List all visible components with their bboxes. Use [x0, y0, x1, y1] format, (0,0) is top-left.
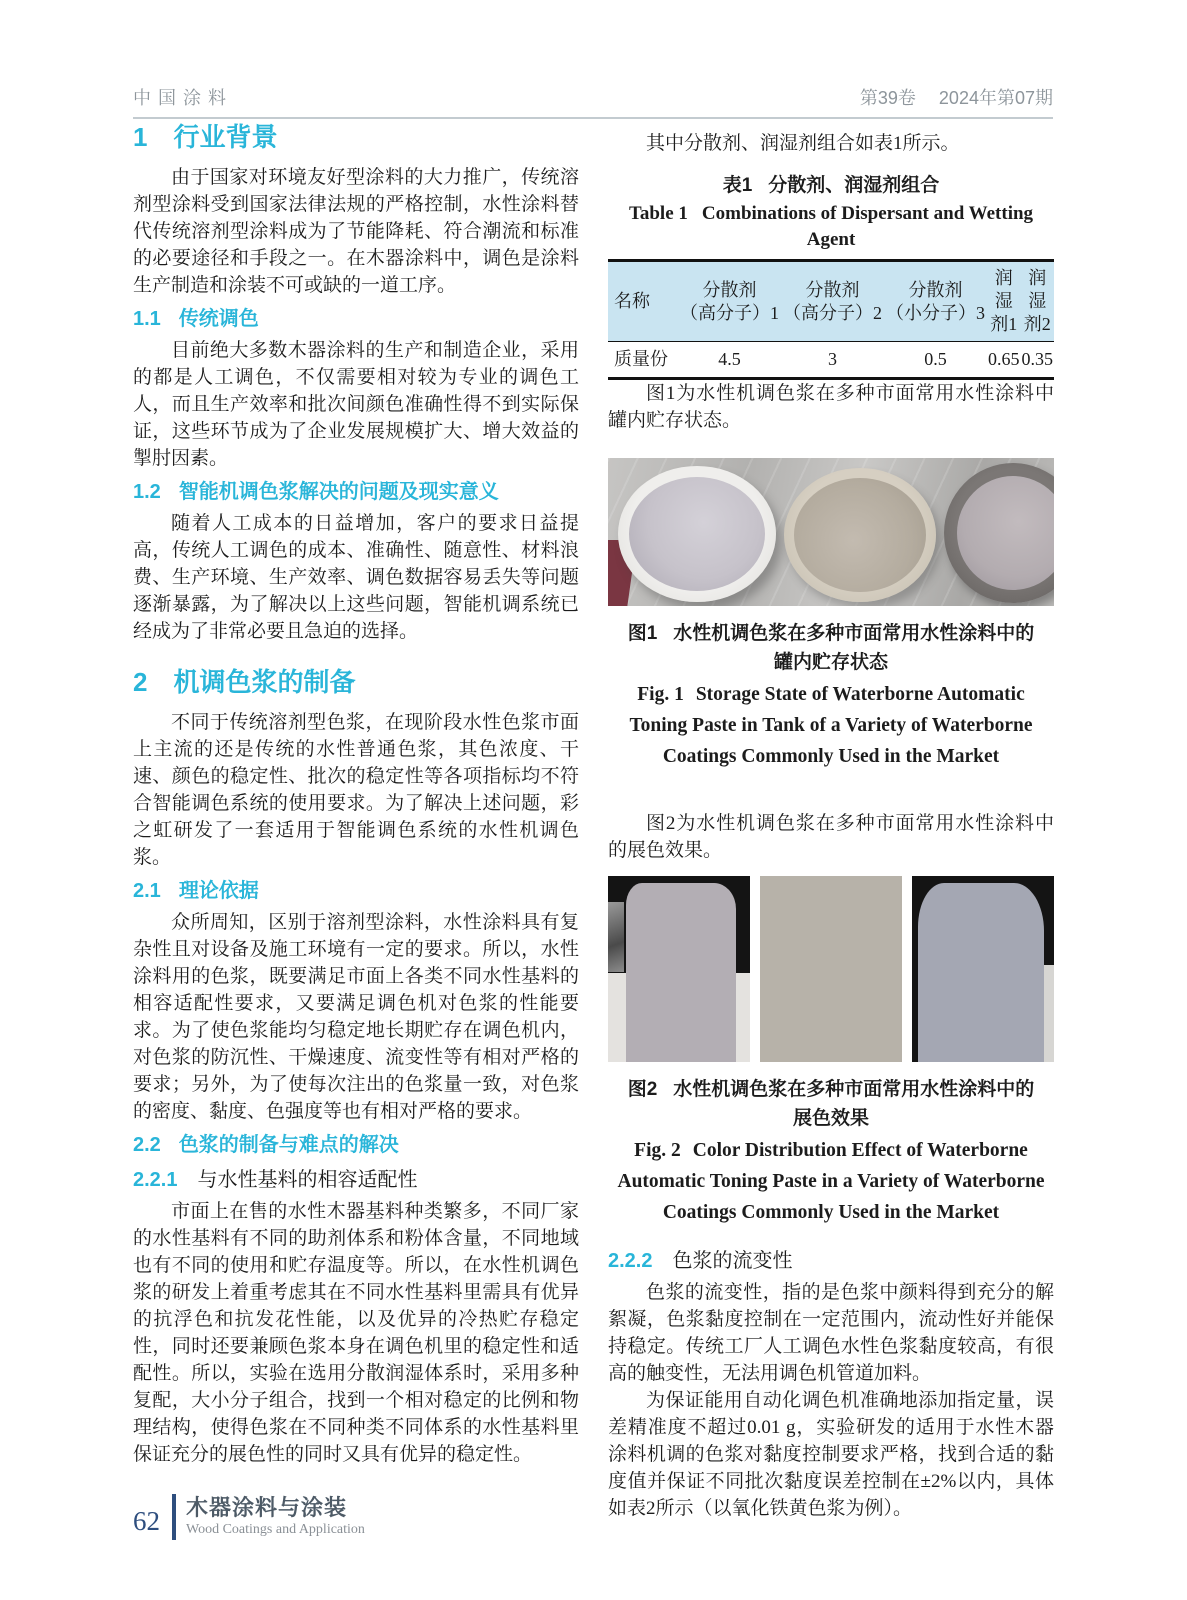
- subsection-number: 1.2: [133, 481, 161, 503]
- paragraph: 不同于传统溶剂型色浆，在现阶段水性色浆市面上主流的还是传统的水性普通色浆，其色浓度、干速、颜色的稳定性、批次的稳定性等各项指标均不符合智能调色系统的使用要求。为了解决上述问题，彩之虹研发了一套适用于智能调色系统的水性机调色浆。: [133, 712, 579, 868]
- table1-label-zh: 表1: [722, 175, 753, 196]
- paragraph: 图2为水性机调色浆在多种市面常用水性涂料中的展色效果。: [608, 813, 1054, 861]
- table-cell: 0.35: [1021, 342, 1055, 379]
- right-column: [608, 130, 1054, 1522]
- section-title: 行业背景: [173, 122, 278, 152]
- figure1-caption-zh: 图1 水性机调色浆在多种市面常用水性涂料中的 罐内贮存状态: [627, 623, 1035, 673]
- subsection-title: 色浆的制备与难点的解决: [178, 1134, 399, 1156]
- table-cell: 3: [781, 342, 884, 379]
- table-header-cell: 分散剂 （高分子）2: [781, 261, 884, 342]
- figure1-photo-paint-cans: [608, 458, 1054, 606]
- subsubsection-number: 2.2.2: [608, 1250, 653, 1272]
- table-header-cell: 润湿 剂1: [987, 261, 1021, 342]
- table-header-cell: 分散剂 （高分子）1: [678, 261, 781, 342]
- table1-caption-en: Combinations of Dispersant and Wetting Agent: [701, 203, 1034, 250]
- subsection-number: 2.1: [133, 880, 161, 902]
- table-cell: 4.5: [678, 342, 781, 379]
- paragraph: 众所周知，区别于溶剂型涂料，水性涂料具有复杂性且对设备及施工环境有一定的要求。所以，水性涂料用的色浆，既要满足市面上各类不同水性基料的相容适配性要求，又要满足调色机对色浆的性能要求。为了使色浆能均匀稳定地长期贮存在调色机内，对色浆的防沉性、干燥速度、流变性等有相对严格的要求；另外，为了使每次注出的色浆量一致，对色浆的密度、黏度、色强度等也有相对严格的要求。: [133, 912, 579, 1122]
- paragraph: 由于国家对环境友好型涂料的大力推广，传统溶剂型涂料受到国家法律法规的严格控制，水性涂料替代传统溶剂型涂料成为了节能降耗、符合潮流和标准的必要途径和手段之一。在木器涂料中，调色是涂料生产制造和涂装不可或缺的一道工序。: [133, 167, 579, 296]
- table-row: [608, 342, 1054, 379]
- table1-label-en: Table 1: [628, 203, 688, 224]
- figure2-caption-zh: 图2 水性机调色浆在多种市面常用水性涂料中的 展色效果: [627, 1079, 1035, 1129]
- footer-journal-en: Wood Coatings and Application: [186, 1522, 365, 1537]
- table-cell: 质量份: [608, 342, 678, 379]
- paragraph: 图1为水性机调色浆在多种市面常用水性涂料中罐内贮存状态。: [608, 383, 1054, 431]
- table-cell: 0.65: [987, 342, 1021, 379]
- table-cell: 0.5: [884, 342, 987, 379]
- table1: [608, 259, 1054, 380]
- subsection-title: 智能机调色浆解决的问题及现实意义: [178, 481, 499, 503]
- section-number: 2: [133, 667, 148, 697]
- subsubsection-number: 2.2.1: [133, 1169, 178, 1191]
- left-column: [133, 116, 579, 1468]
- subsection-heading-2-2: [133, 1130, 579, 1160]
- footer-journal-zh: 木器涂料与涂装: [186, 1495, 348, 1520]
- paint-can-left: [618, 466, 776, 602]
- figure2-caption-en: Fig. 2 Color Distribution Effect of Waterborne Automatic Toning Paste in a Variety of Waterborne Coatings Commonly Used in the Market: [617, 1140, 1045, 1223]
- journal-name: 中国涂料: [133, 88, 233, 108]
- drawdown-panel-left: [608, 876, 750, 1062]
- table-header-cell: 润湿 剂2: [1021, 261, 1055, 342]
- drawdown-panel-right: [912, 876, 1054, 1062]
- subsection-heading-1-1: [133, 304, 579, 334]
- figure2-photo-drawdown-panels: [608, 876, 1054, 1062]
- paragraph: 色浆的流变性，指的是色浆中颜料得到充分的解絮凝，色浆黏度控制在一定范围内，流动性好并能保持稳定。传统工厂人工调色水性色浆黏度较高，有很高的触变性，无法用调色机管道加料。: [608, 1282, 1054, 1384]
- paragraph: 随着人工成本的日益增加，客户的要求日益提高，传统人工调色的成本、准确性、随意性、材料浪费、生产环境、生产效率、调色数据容易丢失等问题逐渐暴露，为了解决以上这些问题，智能机调系统已经成为了非常必要且急迫的选择。: [133, 513, 579, 642]
- paragraph: 为保证能用自动化调色机准确地添加指定量，误差精准度不超过0.01 g，实验研发的适用于水性木器涂料机调的色浆对黏度控制要求严格，找到合适的黏度值并保证不同批次黏度误差控制在±2%以内，具体如表2所示（以氧化铁黄色浆为例）。: [608, 1390, 1054, 1519]
- table-header-row: [608, 261, 1054, 342]
- section-title: 机调色浆的制备: [173, 667, 356, 697]
- section-heading-1: [133, 120, 579, 154]
- subsection-number: 2.2: [133, 1134, 161, 1156]
- page-header: [133, 84, 1053, 119]
- subsection-heading-1-2: [133, 477, 579, 507]
- drawdown-panel-middle: [760, 876, 902, 1062]
- section-heading-2: [133, 665, 579, 699]
- subsubsection-title: 与水性基料的相容适配性: [197, 1169, 418, 1191]
- table1-caption-zh: 分散剂、润湿剂组合: [768, 175, 940, 196]
- paragraph: 目前绝大多数木器涂料的生产和制造企业，采用的都是人工调色，不仅需要相对较为专业的调色工人，而且生产效率和批次间颜色准确性得不到实际保证，这些环节成为了企业发展规模扩大、增大效益的掣肘因素。: [133, 340, 579, 469]
- subsubsection-heading-2-2-1: [133, 1165, 579, 1195]
- paragraph: 市面上在售的水性木器基料种类繁多，不同厂家的水性基料有不同的助剂体系和粉体含量，不同地域也有不同的使用和贮存温度等。所以，在水性机调色浆的研发上着重考虑其在不同水性基料里需具有优异的抗浮色和抗发花性能，以及优异的冷热贮存稳定性，同时还要兼顾色浆本身在调色机里的稳定性和适配性。所以，实验在选用分散润湿体系时，采用多种复配，大小分子组合，找到一个相对稳定的比例和物理结构，使得色浆在不同种类不同体系的水性基料里保证充分的展色性的同时又具有优异的稳定性。: [133, 1201, 579, 1465]
- subsubsection-title: 色浆的流变性: [672, 1250, 793, 1272]
- table1-title-zh: [608, 173, 1054, 199]
- footer-divider-bar: [172, 1494, 176, 1540]
- paint-can-middle: [784, 468, 936, 602]
- subsection-title: 理论依据: [178, 880, 259, 902]
- table-header-cell: 分散剂 （小分子）3: [884, 261, 987, 342]
- section-number: 1: [133, 122, 148, 152]
- subsection-heading-2-1: [133, 876, 579, 906]
- table1-title-en: [608, 201, 1054, 253]
- subsection-number: 1.1: [133, 308, 161, 330]
- subsubsection-heading-2-2-2: [608, 1246, 1054, 1276]
- issue-label: 2024年第07期: [938, 88, 1053, 108]
- subsection-title: 传统调色: [178, 308, 259, 330]
- issue-info: [842, 84, 1053, 110]
- figure1-caption-en: Fig. 1 Storage State of Waterborne Automatic Toning Paste in Tank of a Variety of Waterborne Coatings Commonly Used in the Market: [629, 684, 1033, 767]
- table-header-cell: 名称: [608, 261, 678, 342]
- volume-label: 第39卷: [859, 88, 916, 108]
- paragraph: 其中分散剂、润湿剂组合如表1所示。: [646, 133, 960, 154]
- page-number: 62: [133, 1505, 160, 1536]
- page-footer: [133, 1494, 365, 1540]
